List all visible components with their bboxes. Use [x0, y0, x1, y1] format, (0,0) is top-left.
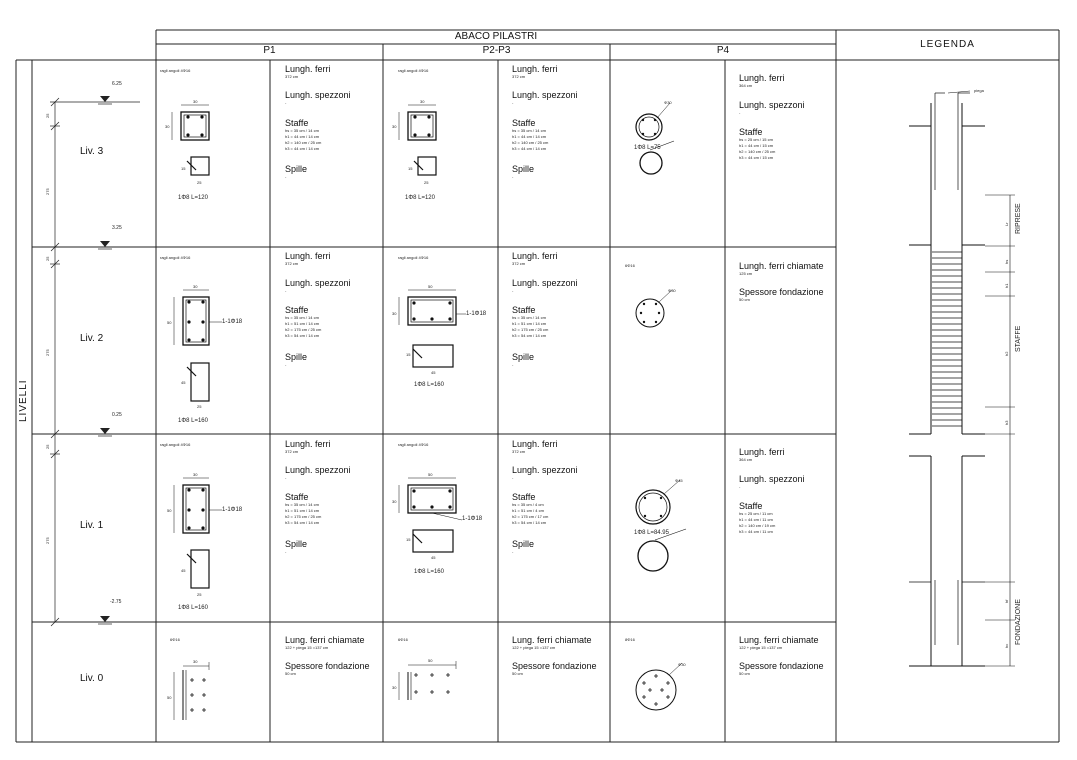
column-header-p1: P1 — [263, 45, 276, 56]
p2-liv1-clip-a: 15 — [406, 537, 411, 542]
p1-liv2-clip-a: 45 — [181, 380, 186, 385]
level-label-0: Liv. 0 — [80, 673, 104, 684]
p2-liv1-s0: hs = 35 cm / 4 cm — [512, 502, 544, 507]
p1-liv1-l1v: 372 cm — [285, 449, 299, 454]
p2-liv1-dim-h: 30 — [392, 499, 397, 504]
p1-liv3-bar: 1Φ8 L=120 — [178, 195, 208, 201]
p1-liv2-dim-h: 50 — [167, 320, 172, 325]
p1-liv1-note: ragli angoli 4Φ16 — [160, 442, 191, 447]
dim-liv3-top: 25 — [45, 113, 50, 118]
p1-liv3-note: ragli angoli 4Φ16 — [160, 68, 191, 73]
legend-dim-hs: hs — [1004, 259, 1009, 264]
legend-dim-hf: hf — [1004, 599, 1009, 603]
p4-liv2-l1: Lungh. ferri chiamate — [739, 261, 824, 271]
p4-liv1-s1: h1 = 44 cm / 11 cm — [739, 517, 773, 522]
p1-liv3-l4v: - — [285, 174, 287, 179]
p4-liv0-l2: Spessore fondazione — [739, 661, 824, 671]
p2-liv1-l1: Lungh. ferri — [512, 439, 558, 449]
p2-liv2-l2: Lungh. spezzoni — [512, 278, 578, 288]
legend-dim-hc: hc — [1004, 643, 1009, 648]
p1-liv2-s3: h3 = 54 cm / 14 cm — [285, 333, 320, 338]
p4-liv1-bar: 1Φ8 L=84.95 — [634, 530, 669, 536]
p2-liv0-l2: Spessore fondazione — [512, 661, 597, 671]
p2-liv3-clip-a: 15 — [408, 166, 413, 171]
p2-liv2-note: ragli angoli 4Φ16 — [398, 255, 429, 260]
p1-liv1-l1: Lungh. ferri — [285, 439, 331, 449]
p2-liv2-l2v: - — [512, 288, 514, 293]
dim-liv1-main: 275 — [45, 537, 50, 544]
p4-liv3-s1: h1 = 44 cm / 15 cm — [739, 143, 774, 148]
p1-liv1-dim-h: 50 — [167, 508, 172, 513]
p2-liv1-l1v: 372 cm — [512, 449, 526, 454]
p1-liv0-note: 6Φ16 — [170, 637, 180, 642]
legend-piega: piega — [974, 88, 984, 93]
legend-dim-lr: Lr — [1004, 222, 1009, 226]
p1-liv1-l3: Staffe — [285, 492, 309, 502]
p2-liv1-l2v: - — [512, 475, 514, 480]
p4-liv3-bar: 1Φ8 L=75 — [634, 145, 661, 151]
p2-liv3-bar: 1Φ8 L=120 — [405, 195, 435, 201]
p1-liv2-l2: Lungh. spezzoni — [285, 278, 351, 288]
p2-liv2-s3: h3 = 54 cm / 14 cm — [512, 333, 547, 338]
p2-liv3-l2: Lungh. spezzoni — [512, 90, 578, 100]
legend-dim-h3: h3 — [1004, 420, 1009, 425]
p2-liv0-l2v: 50 cm — [512, 671, 523, 676]
p1-liv1-s1: h1 = 51 cm / 14 cm — [285, 508, 320, 513]
p1-liv0-dim-w: 30 — [193, 659, 198, 664]
p4-liv2-l2v: 50 cm — [739, 297, 750, 302]
side-label-livelli: LIVELLI — [18, 379, 29, 422]
p1-liv3-s2: h2 = 140 cm / 25 cm — [285, 140, 322, 145]
p4-liv1-l2: Lungh. spezzoni — [739, 474, 805, 484]
p2-liv3-dim-w: 30 — [420, 99, 425, 104]
p2-liv3-s1: h1 = 44 cm / 14 cm — [512, 134, 547, 139]
legend-dim-h1: h1 — [1004, 283, 1009, 288]
p4-liv2-dia: Φ30 — [668, 288, 676, 293]
p2-liv3-l4: Spille — [512, 164, 535, 174]
p1-liv1-bar: 1Φ8 L=160 — [178, 605, 208, 611]
p2-liv2-l1v: 372 cm — [512, 261, 526, 266]
p2-liv3-l1: Lungh. ferri — [512, 64, 558, 74]
p2-liv3-s2: h2 = 140 cm / 25 cm — [512, 140, 549, 145]
p1-liv3-l1v: 372 cm — [285, 74, 299, 79]
p1-liv0-l1v: 122 + piega 15 =137 cm — [285, 645, 329, 650]
p2-liv2-l4: Spille — [512, 352, 535, 362]
p1-liv3-clip-b: 25 — [197, 180, 202, 185]
p1-liv2-l1v: 372 cm — [285, 261, 299, 266]
p1-liv3-l3: Staffe — [285, 118, 309, 128]
p1-liv2-l4v: - — [285, 362, 287, 367]
p1-liv0-l2: Spessore fondazione — [285, 661, 370, 671]
p2-liv2-s2: h2 = 175 cm / 25 cm — [512, 327, 549, 332]
table-title: ABACO PILASTRI — [454, 31, 538, 42]
p4-liv3-s2: h2 = 140 cm / 25 cm — [739, 149, 776, 154]
p1-liv2-l4: Spille — [285, 352, 308, 362]
p4-liv1-l3: Staffe — [739, 501, 763, 511]
p1-liv3-s0: hs = 35 cm / 14 cm — [285, 128, 319, 133]
p2-liv2-dim-w: 50 — [428, 284, 433, 289]
p1-liv2-s2: h2 = 175 cm / 25 cm — [285, 327, 322, 332]
p1-liv2-clip-b: 25 — [197, 404, 202, 409]
elevation-0-25: 0.25 — [112, 412, 122, 418]
p2-liv1-l4v: - — [512, 549, 514, 554]
p1-liv0-dim-h: 50 — [167, 695, 172, 700]
p1-liv1-l4v: - — [285, 549, 287, 554]
p2-liv1-s1: h1 = 51 cm / 4 cm — [512, 508, 544, 513]
p4-liv3-dia: Φ30 — [664, 100, 672, 105]
p1-liv2-l1: Lungh. ferri — [285, 251, 331, 261]
p1-liv1-dim-w: 30 — [193, 472, 198, 477]
p4-liv1-l2v: - — [739, 484, 741, 489]
p1-liv1-l2: Lungh. spezzoni — [285, 465, 351, 475]
elevation-minus-2-75: -2.75 — [110, 599, 122, 605]
p2-liv3-s3: h3 = 44 cm / 14 cm — [512, 146, 547, 151]
p1-liv2-bar: 1Φ8 L=160 — [178, 418, 208, 424]
p1-liv3-s3: h3 = 44 cm / 14 cm — [285, 146, 320, 151]
p2-liv3-note: ragli angoli 4Φ16 — [398, 68, 429, 73]
p4-liv0-l2v: 50 cm — [739, 671, 750, 676]
p4-liv2-note: 6Φ16 — [625, 263, 635, 268]
dim-liv3-main: 275 — [45, 188, 50, 195]
p2-liv1-s2: h2 = 175 cm / 17 cm — [512, 514, 549, 519]
legend-dim-h2: h2 — [1004, 351, 1009, 356]
p2-liv0-dim-w: 50 — [428, 658, 433, 663]
p2-liv2-l1: Lungh. ferri — [512, 251, 558, 261]
p2-liv1-bar: 1Φ8 L=160 — [414, 569, 444, 575]
p4-liv3-l1: Lungh. ferri — [739, 73, 785, 83]
p1-liv2-s1: h1 = 51 cm / 14 cm — [285, 321, 320, 326]
p2-liv3-dim-h: 30 — [392, 124, 397, 129]
p2-liv1-clip-b: 45 — [431, 555, 436, 560]
dim-liv2-main: 275 — [45, 349, 50, 356]
p1-liv1-s0: hs = 35 cm / 14 cm — [285, 502, 319, 507]
level-label-3: Liv. 3 — [80, 146, 104, 157]
p4-liv2-l2: Spessore fondazione — [739, 287, 824, 297]
p4-liv1-l1: Lungh. ferri — [739, 447, 785, 457]
p2-liv2-l4v: - — [512, 362, 514, 367]
p1-liv3-l1: Lungh. ferri — [285, 64, 331, 74]
p4-liv0-dia: Φ30 — [678, 662, 686, 667]
p2-liv1-dim-w: 50 — [428, 472, 433, 477]
p2-liv0-l1: Lung. ferri chiamate — [512, 635, 592, 645]
p4-liv1-l1v: 364 cm — [739, 457, 753, 462]
p1-liv0-l1: Lung. ferri chiamate — [285, 635, 365, 645]
p4-liv2-l1v: 125 cm — [739, 271, 753, 276]
p1-liv2-s0: hs = 35 cm / 14 cm — [285, 315, 319, 320]
elevation-3-25: 3.25 — [112, 225, 122, 231]
p4-liv3-l2v: - — [739, 110, 741, 115]
p1-liv3-s1: h1 = 44 cm / 14 cm — [285, 134, 320, 139]
p2-liv0-note: 6Φ16 — [398, 637, 408, 642]
elevation-6-25: 6.25 — [112, 81, 122, 87]
p1-liv3-l2v: - — [285, 100, 287, 105]
column-header-p4: P4 — [716, 45, 730, 56]
p1-liv3-dim-w: 30 — [193, 99, 198, 104]
legend-staffe: STAFFE — [1015, 325, 1022, 352]
p2-liv3-l4v: - — [512, 174, 514, 179]
p2-liv2-rebar: 1-1Φ18 — [466, 311, 487, 317]
p2-liv2-s1: h1 = 51 cm / 14 cm — [512, 321, 547, 326]
p1-liv2-note: ragli angoli 4Φ16 — [160, 255, 191, 260]
p2-liv1-note: ragli angoli 4Φ16 — [398, 442, 429, 447]
p2-liv3-l2v: - — [512, 100, 514, 105]
p2-liv1-l2: Lungh. spezzoni — [512, 465, 578, 475]
p2-liv2-clip-a: 15 — [406, 352, 411, 357]
p4-liv3-l3: Staffe — [739, 127, 763, 137]
p4-liv1-s2: h2 = 140 cm / 19 cm — [739, 523, 776, 528]
p2-liv1-l4: Spille — [512, 539, 535, 549]
p2-liv2-clip-b: 45 — [431, 370, 436, 375]
p1-liv1-rebar: 1-1Φ18 — [222, 507, 243, 513]
p1-liv1-clip-b: 25 — [197, 592, 202, 597]
p4-liv1-s3: h3 = 44 cm / 11 cm — [739, 529, 773, 534]
p4-liv0-note: 8Φ16 — [625, 637, 635, 642]
p2-liv3-l3: Staffe — [512, 118, 536, 128]
p2-liv1-l3: Staffe — [512, 492, 536, 502]
p2-liv2-bar: 1Φ8 L=160 — [414, 382, 444, 388]
p1-liv2-rebar: 1-1Φ18 — [222, 319, 243, 325]
p2-liv3-s0: hs = 35 cm / 14 cm — [512, 128, 546, 133]
p2-liv0-l1v: 122 + piega 15 =137 cm — [512, 645, 556, 650]
p2-liv3-l1v: 372 cm — [512, 74, 526, 79]
p1-liv3-dim-h: 30 — [165, 124, 170, 129]
p2-liv2-s0: hs = 35 cm / 14 cm — [512, 315, 546, 320]
p1-liv2-l3: Staffe — [285, 305, 309, 315]
p4-liv1-s0: hs = 25 cm / 11 cm — [739, 511, 773, 516]
p2-liv1-rebar: 1-1Φ18 — [462, 516, 483, 522]
p1-liv1-l2v: - — [285, 475, 287, 480]
p4-liv0-l1: Lung. ferri chiamate — [739, 635, 819, 645]
p1-liv1-s2: h2 = 175 cm / 25 cm — [285, 514, 322, 519]
p2-liv3-clip-b: 25 — [424, 180, 429, 185]
p4-liv1-dia: Φ45 — [675, 478, 683, 483]
p2-liv2-l3: Staffe — [512, 305, 536, 315]
p1-liv1-l4: Spille — [285, 539, 308, 549]
p1-liv2-l2v: - — [285, 288, 287, 293]
legend-title: LEGENDA — [920, 39, 975, 50]
p1-liv3-clip-a: 15 — [181, 166, 186, 171]
p1-liv3-l2: Lungh. spezzoni — [285, 90, 351, 100]
p1-liv3-l4: Spille — [285, 164, 308, 174]
dim-liv2-top: 25 — [45, 256, 50, 261]
p4-liv3-s0: hs = 25 cm / 15 cm — [739, 137, 773, 142]
p4-liv0-l1v: 122 + piega 15 =137 cm — [739, 645, 783, 650]
level-label-1: Liv. 1 — [80, 520, 104, 531]
legend-fondazione: FONDAZIONE — [1015, 599, 1022, 645]
p4-liv3-l2: Lungh. spezzoni — [739, 100, 805, 110]
p2-liv1-s3: h3 = 54 cm / 14 cm — [512, 520, 547, 525]
legend-riprese: RIPRESE — [1015, 203, 1022, 234]
p4-liv3-s3: h3 = 44 cm / 15 cm — [739, 155, 774, 160]
p1-liv0-l2v: 50 cm — [285, 671, 296, 676]
p2-liv0-dim-h: 30 — [392, 685, 397, 690]
p1-liv2-dim-w: 30 — [193, 284, 198, 289]
column-header-p2-p3: P2-P3 — [482, 45, 511, 56]
dim-liv1-top: 25 — [45, 444, 50, 449]
p4-liv3-l1v: 364 cm — [739, 83, 753, 88]
p1-liv1-s3: h3 = 54 cm / 14 cm — [285, 520, 320, 525]
p1-liv1-clip-a: 45 — [181, 568, 186, 573]
level-label-2: Liv. 2 — [80, 333, 104, 344]
p2-liv2-dim-h: 30 — [392, 311, 397, 316]
